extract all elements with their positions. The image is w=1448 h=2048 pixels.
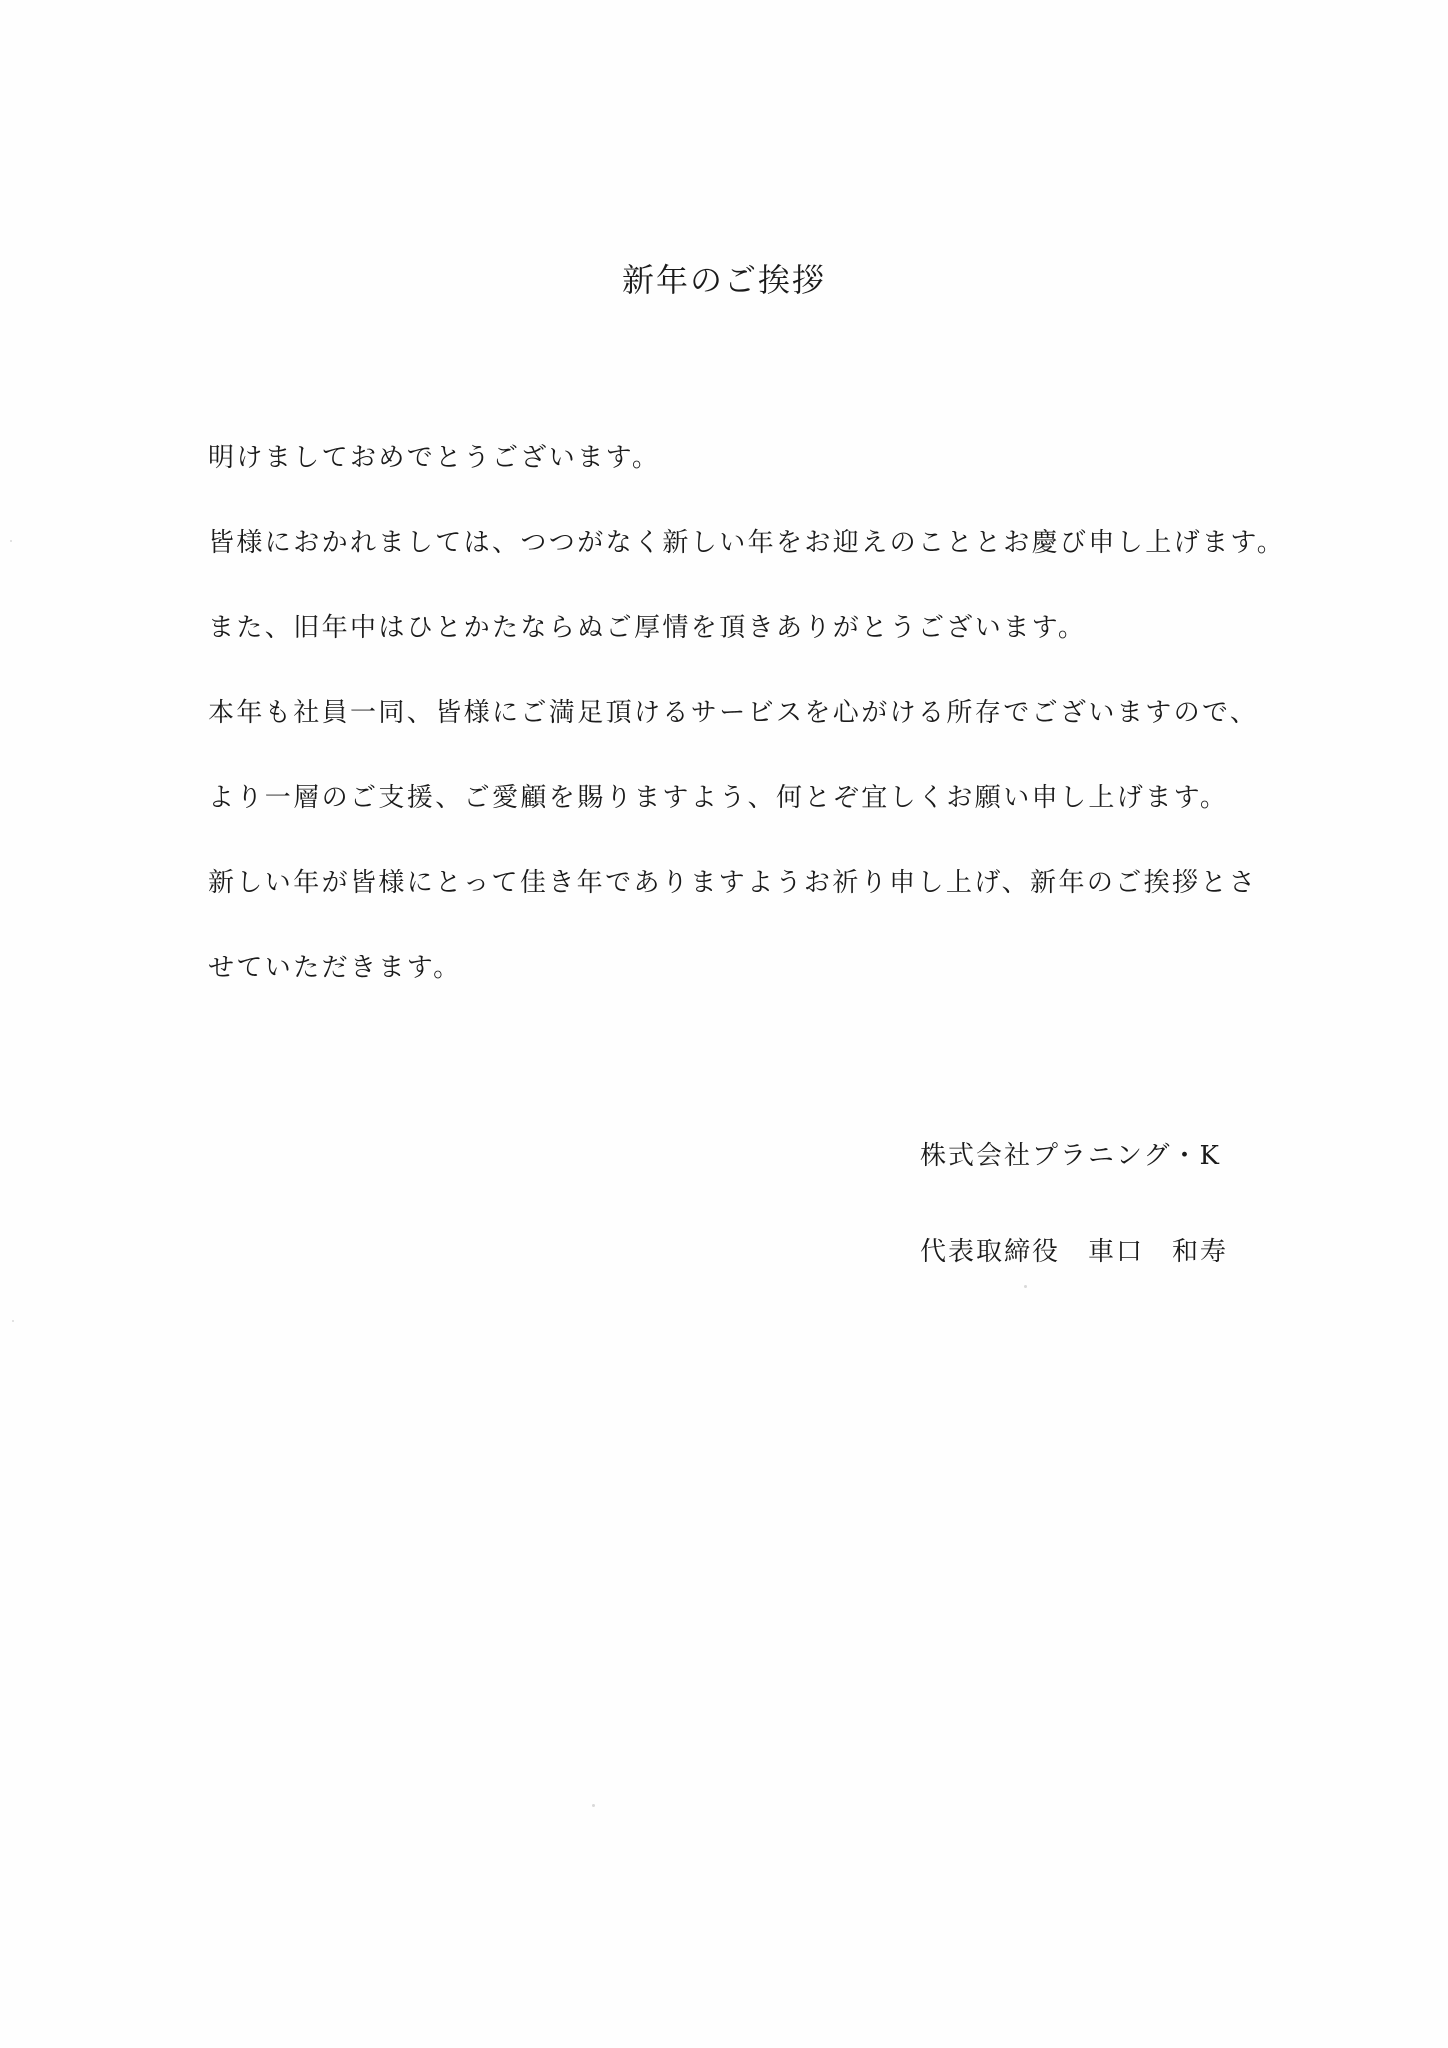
- paragraph-line: 本年も社員一同、皆様にご満足頂けるサービスを心がける所存でございますので、: [208, 698, 1259, 728]
- paragraph-line: より一層のご支援、ご愛顧を賜りますよう、何とぞ宜しくお願い申し上げます。: [208, 783, 1229, 813]
- scan-speck: [10, 540, 12, 542]
- paragraph-line: また、旧年中はひとかたならぬご厚情を頂きありがとうございます。: [208, 613, 1087, 643]
- representative-name: 代表取締役 車口 和寿: [920, 1237, 1229, 1267]
- scan-speck: [592, 1804, 595, 1807]
- scan-speck: [1024, 1285, 1027, 1288]
- paragraph-line: 新しい年が皆様にとって佳き年でありますようお祈り申し上げ、新年のご挨拶とさ: [208, 868, 1258, 898]
- paragraph-line: 明けましておめでとうございます。: [208, 443, 661, 473]
- scan-speck: [12, 1320, 14, 1322]
- signature-block: [920, 1138, 1320, 1270]
- paragraph-line: 皆様におかれましては、つつがなく新しい年をお迎えのこととお慶び申し上げます。: [208, 528, 1286, 558]
- company-name: 株式会社プラニング・K: [920, 1141, 1221, 1171]
- paragraph-line: せていただきます。: [208, 953, 462, 983]
- document-title: 新年のご挨拶: [621, 261, 826, 299]
- letter-body: [208, 440, 1288, 1035]
